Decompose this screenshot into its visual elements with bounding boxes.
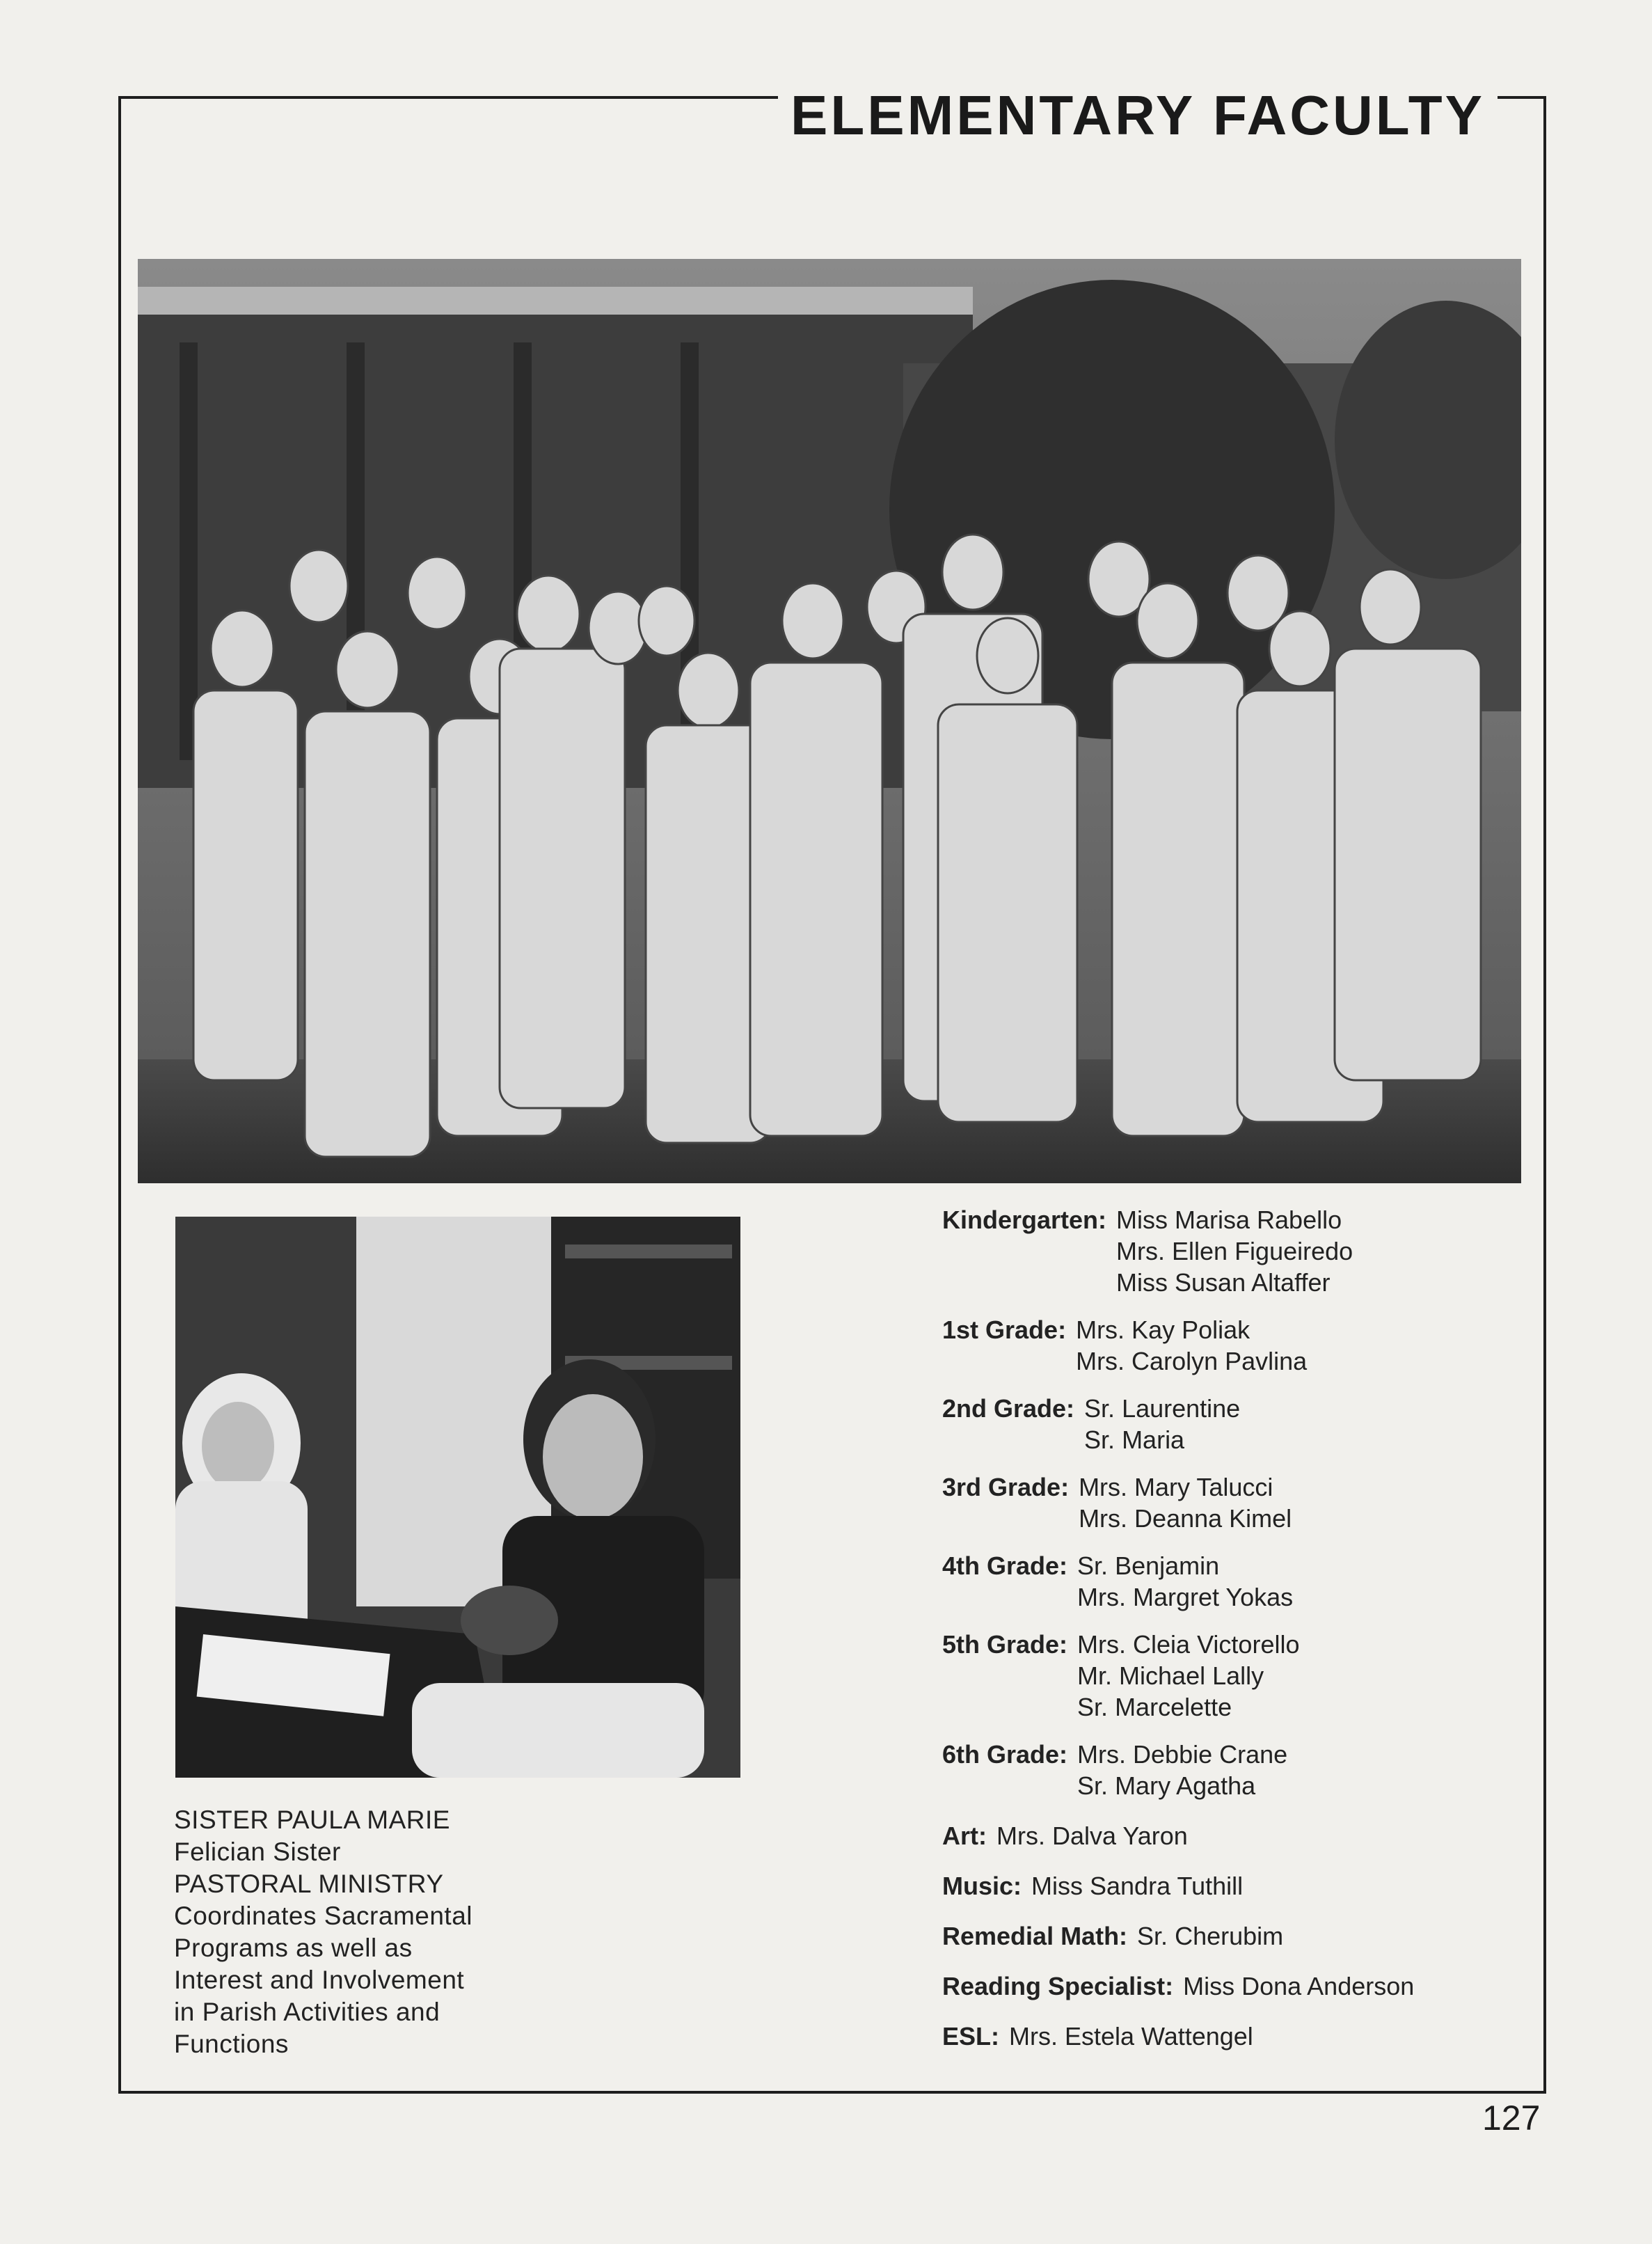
teacher-name: Miss Dona Anderson [1183, 1972, 1415, 2000]
teacher-name: Miss Sandra Tuthill [1031, 1872, 1244, 1900]
faculty-group-5th-grade [942, 1629, 1513, 1723]
subject-label: Remedial Math: [942, 1922, 1128, 1950]
teacher-name: Mr. Michael Lally [1077, 1661, 1264, 1690]
teacher-name: Sr. Benjamin [1077, 1551, 1220, 1580]
caption-line: Interest and Involvement [174, 1966, 465, 1994]
faculty-group-reading-specialist [942, 1970, 1513, 2002]
grade-label: Kindergarten: [942, 1206, 1107, 1234]
caption-line: Coordinates Sacramental [174, 1902, 472, 1930]
teacher-name: Sr. Cherubim [1137, 1922, 1284, 1950]
grade-label: 4th Grade: [942, 1551, 1068, 1580]
caption-line: PASTORAL MINISTRY [174, 1870, 444, 1898]
photo-caption [174, 1804, 536, 2060]
page-title: ELEMENTARY FACULTY [778, 88, 1498, 143]
teacher-name: Sr. Marcelette [1077, 1693, 1232, 1721]
teacher-name: Mrs. Carolyn Pavlina [1076, 1347, 1308, 1375]
caption-line: Programs as well as [174, 1934, 413, 1962]
grade-label: 2nd Grade: [942, 1394, 1075, 1423]
faculty-group-photo [138, 259, 1521, 1183]
faculty-group-remedial-math [942, 1920, 1513, 1952]
caption-line: Felician Sister [174, 1838, 341, 1866]
faculty-group-1st-grade [942, 1314, 1513, 1377]
grade-label: 1st Grade: [942, 1315, 1067, 1344]
grade-label: 5th Grade: [942, 1630, 1068, 1659]
subject-label: Reading Specialist: [942, 1972, 1174, 2000]
subject-label: Art: [942, 1822, 987, 1850]
faculty-group-2nd-grade [942, 1393, 1513, 1455]
teacher-name: Mrs. Kay Poliak [1076, 1315, 1250, 1344]
faculty-group-6th-grade [942, 1739, 1513, 1801]
teacher-name: Mrs. Dalva Yaron [996, 1822, 1188, 1850]
sister-paula-marie-photo [175, 1217, 740, 1778]
teacher-name: Mrs. Cleia Victorello [1077, 1630, 1300, 1659]
caption-line: in Parish Activities and [174, 1998, 440, 2026]
teacher-name: Sr. Laurentine [1084, 1394, 1241, 1423]
faculty-group-art [942, 1820, 1513, 1851]
caption-line: Functions [174, 2030, 289, 2058]
faculty-group-music [942, 1870, 1513, 1902]
subject-label: Music: [942, 1872, 1022, 1900]
teacher-name: Miss Marisa Rabello [1116, 1206, 1342, 1234]
faculty-group-4th-grade [942, 1550, 1513, 1613]
grade-label: 6th Grade: [942, 1740, 1068, 1769]
teacher-name: Mrs. Ellen Figueiredo [1116, 1237, 1353, 1265]
faculty-group-3rd-grade [942, 1471, 1513, 1534]
teacher-name: Mrs. Deanna Kimel [1079, 1504, 1292, 1533]
teacher-name: Sr. Mary Agatha [1077, 1771, 1256, 1800]
teacher-name: Mrs. Estela Wattengel [1009, 2022, 1253, 2051]
caption-line: SISTER PAULA MARIE [174, 1806, 450, 1834]
faculty-group-kindergarten [942, 1204, 1513, 1298]
teacher-name: Mrs. Debbie Crane [1077, 1740, 1288, 1769]
subject-label: ESL: [942, 2022, 1000, 2051]
grade-label: 3rd Grade: [942, 1473, 1070, 1501]
teacher-name: Miss Susan Altaffer [1116, 1268, 1331, 1297]
teacher-name: Sr. Maria [1084, 1425, 1185, 1454]
teacher-name: Mrs. Mary Talucci [1079, 1473, 1273, 1501]
teacher-name: Mrs. Margret Yokas [1077, 1583, 1294, 1611]
faculty-group-esl [942, 2021, 1513, 2052]
faculty-list [942, 1204, 1513, 2052]
page-number: 127 [1482, 2099, 1541, 2138]
